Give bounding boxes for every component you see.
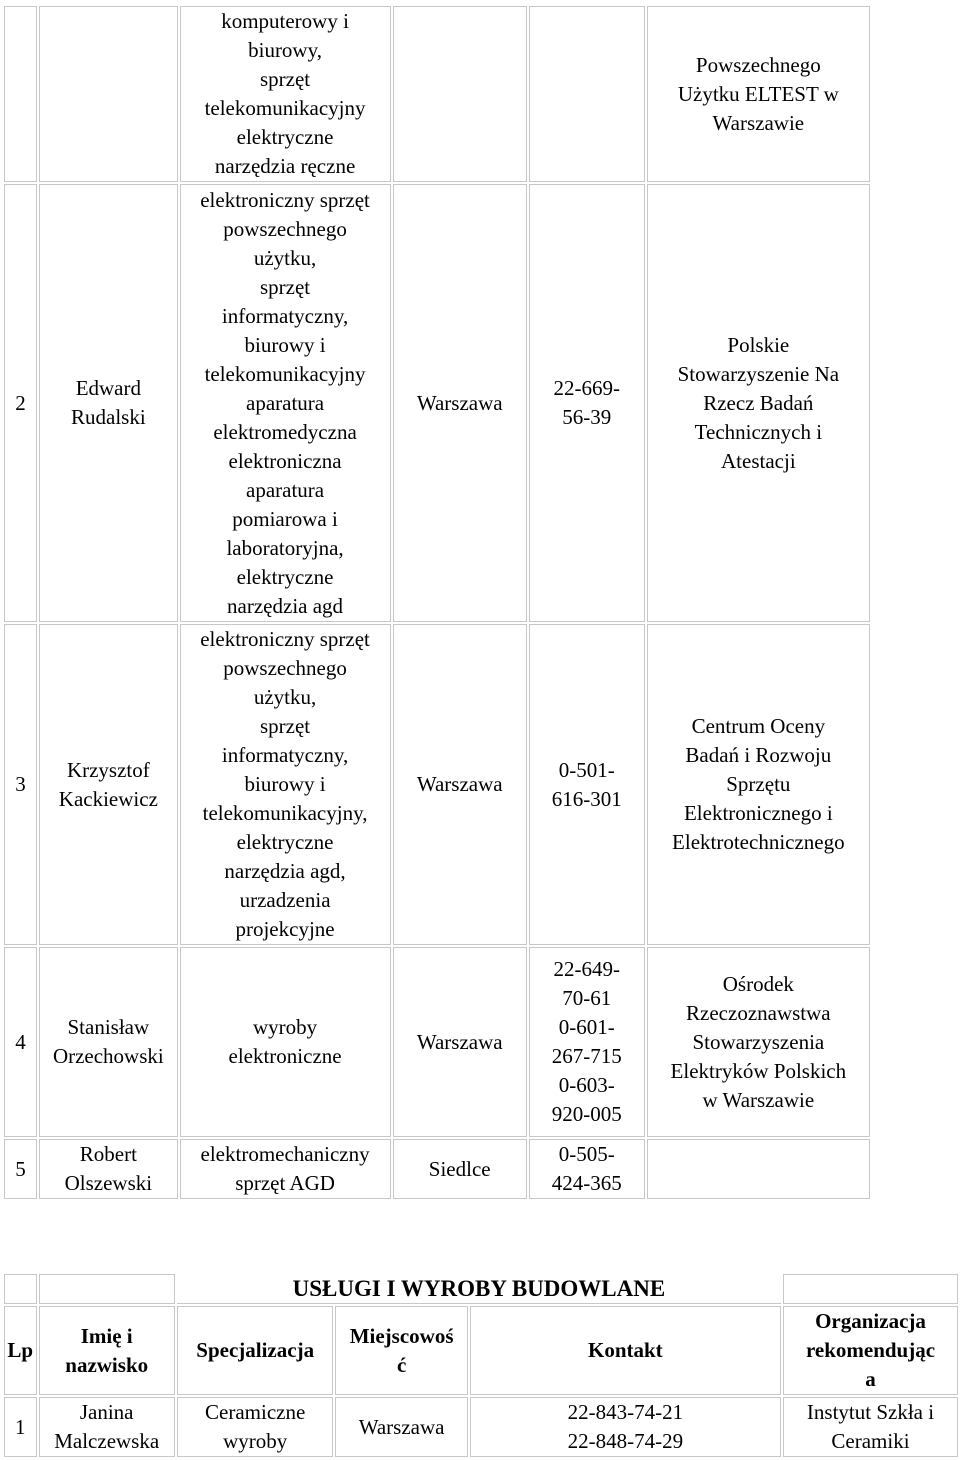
cell-line: sprzęt AGD [235, 1171, 335, 1195]
cell-line: sprzęt [259, 67, 311, 91]
table-row [4, 624, 870, 945]
row-city: Warszawa [393, 184, 527, 622]
cell-line: Technicznych i [694, 419, 823, 444]
cell-line: ć [396, 1352, 407, 1377]
cell-line: Stowarzyszenia [692, 1029, 825, 1054]
cell-line: Lp [7, 1338, 34, 1362]
row-organization [647, 184, 870, 622]
cell-line: wyroby [223, 1429, 288, 1453]
row-lp [4, 6, 37, 182]
cell-line: Kontakt [588, 1338, 663, 1362]
cell-line: elektryczne [236, 125, 334, 149]
cell-line: komputerowy i [221, 9, 349, 33]
header-lp [4, 1306, 37, 1395]
cell-line: 22-649- [553, 957, 621, 981]
cell-line: Miejscowoś [349, 1323, 454, 1348]
cell-line: Centrum Oceny [691, 714, 826, 738]
cell-line: nazwisko [65, 1352, 149, 1377]
cell-line: elektroniczny sprzęt [200, 627, 370, 651]
cell-line: elektryczne [236, 564, 334, 589]
cell-line: Janina [79, 1400, 134, 1424]
cell-line: Rudalski [71, 405, 146, 429]
cell-line: elektroniczny sprzęt [200, 187, 370, 212]
cell-line: informatyczny, [221, 743, 349, 767]
cell-line: Malczewska [54, 1429, 160, 1453]
cell-line: biurowy i [244, 332, 326, 357]
cell-line: elektromedyczna [213, 419, 357, 444]
cell-line: Olszewski [64, 1171, 153, 1195]
cell-line: pomiarowa i [232, 506, 338, 531]
row-lp: 4 [4, 947, 37, 1137]
cell-line: Instytut Szkła i [806, 1400, 935, 1424]
row-city: Warszawa [393, 947, 527, 1137]
cell-line: 0-601- [558, 1015, 615, 1039]
row-organization [647, 1139, 870, 1199]
cell-line: powszechnego [223, 656, 347, 680]
table-body [4, 6, 870, 1199]
row-contact [470, 1397, 781, 1457]
cell-line: Polskie [727, 332, 790, 357]
cell-line: wyroby [252, 1015, 318, 1039]
cell-line: Rzecz Badań [703, 390, 814, 415]
cell-line: 0-505- [558, 1142, 615, 1166]
row-contact [529, 947, 645, 1137]
row-contact [529, 624, 645, 945]
cell-line: elektroniczne [228, 1044, 342, 1068]
row-organization [647, 6, 870, 182]
cell-line: Elektrotechnicznego [672, 830, 845, 854]
table-row [4, 947, 870, 1137]
row-contact [529, 6, 645, 182]
row-city: Warszawa [335, 1397, 467, 1457]
cell-line: 267-715 [551, 1044, 622, 1068]
cell-line: Edward [75, 376, 141, 400]
cell-line: 56-39 [562, 405, 612, 429]
cell-line: 22-669- [553, 376, 621, 400]
cell-line: sprzęt [259, 714, 311, 738]
row-city: Siedlce [393, 1139, 527, 1199]
cell-line: powszechnego [223, 216, 347, 241]
row-name [39, 624, 178, 945]
cell-line: telekomunikacyjny [204, 361, 366, 386]
cell-line: Organizacja [815, 1309, 926, 1333]
cell-line: aparatura [246, 477, 325, 502]
cell-line: Krzysztof [66, 757, 150, 782]
cell-line: Orzechowski [52, 1044, 164, 1068]
cell-line: 0-603- [558, 1073, 615, 1097]
row-organization [647, 624, 870, 945]
specialists-table-electronics [2, 4, 872, 1201]
cell-line: Sprzętu [726, 772, 791, 796]
section-title: USŁUGI I WYROBY BUDOWLANE [177, 1274, 781, 1304]
cell-line: Warszawie [712, 110, 805, 135]
cell-line: narzędzia agd, [224, 859, 346, 883]
row-name [39, 6, 178, 182]
row-specialization [180, 1139, 391, 1199]
row-name [39, 1397, 175, 1457]
table-row [4, 1397, 958, 1457]
cell-line: sprzęt [259, 274, 311, 299]
cell-line: Robert [79, 1142, 137, 1166]
cell-line: 70-61 [562, 986, 612, 1010]
cell-line: biurowy, [248, 38, 322, 62]
cell-line: Rzeczoznawstwa [686, 1000, 831, 1025]
row-organization [647, 947, 870, 1137]
cell-line: 0-501- [558, 757, 615, 782]
header-specialization [177, 1306, 334, 1395]
table-row [4, 6, 870, 182]
row-name [39, 184, 178, 622]
cell-line: telekomunikacyjny [204, 96, 366, 120]
cell-line: 920-005 [551, 1102, 622, 1126]
cell-line: Elektryków Polskich [670, 1058, 847, 1083]
header-name [39, 1306, 175, 1395]
cell-line: telekomunikacyjny, [202, 801, 368, 825]
cell-line: 424-365 [551, 1171, 622, 1195]
cell-line: Stowarzyszenie Na [677, 361, 840, 386]
header-organization [783, 1306, 958, 1395]
cell-line: urzadzenia [239, 888, 331, 912]
header-city [335, 1306, 467, 1395]
row-city: Warszawa [393, 624, 527, 945]
cell-line: Specjalizacja [196, 1338, 315, 1362]
section-title-row [4, 1274, 958, 1304]
cell-line: 616-301 [551, 786, 622, 811]
cell-line: 22-848-74-29 [567, 1429, 684, 1453]
row-lp: 2 [4, 184, 37, 622]
cell-line: w Warszawie [702, 1087, 815, 1112]
cell-line: elektroniczna [228, 448, 342, 473]
cell-line: informatyczny, [221, 303, 349, 328]
cell-line: Imię i [80, 1323, 133, 1348]
header-contact [470, 1306, 781, 1395]
row-lp: 1 [4, 1397, 37, 1457]
cell-line: elektryczne [236, 830, 334, 854]
cell-line: Kackiewicz [58, 786, 158, 811]
specialists-table-construction [2, 1272, 960, 1459]
cell-line: Użytku ELTEST w [677, 81, 839, 106]
row-specialization [180, 6, 391, 182]
row-name [39, 1139, 178, 1199]
cell-line: Powszechnego [695, 52, 821, 77]
header-row [4, 1306, 958, 1395]
cell-line: Stanisław [67, 1015, 150, 1039]
cell-line: Elektronicznego i [683, 801, 833, 825]
cell-line: narzędzia ręczne [214, 154, 356, 178]
cell-line: projekcyjne [235, 917, 335, 941]
row-specialization [180, 184, 391, 622]
cell-line: rekomendując [805, 1338, 936, 1362]
cell-line: laboratoryjna, [226, 535, 344, 560]
cell-line: 22-843-74-21 [567, 1400, 684, 1424]
cell-line: Atestacji [721, 448, 796, 473]
row-lp: 3 [4, 624, 37, 945]
cell-line: Ceramiki [831, 1429, 910, 1453]
row-city [393, 6, 527, 182]
row-specialization [180, 624, 391, 945]
cell-line: biurowy i [244, 772, 326, 796]
row-contact [529, 1139, 645, 1199]
cell-line: narzędzia agd [227, 593, 344, 618]
cell-line: Ceramiczne [205, 1400, 306, 1424]
table-row [4, 184, 870, 622]
row-organization [783, 1397, 958, 1457]
cell-line: Ośrodek [722, 971, 794, 996]
cell-line: aparatura [246, 390, 325, 415]
cell-line: Badań i Rozwoju [685, 743, 832, 767]
cell-line: a [865, 1367, 876, 1391]
row-contact [529, 184, 645, 622]
row-specialization [177, 1397, 334, 1457]
row-lp: 5 [4, 1139, 37, 1199]
row-specialization [180, 947, 391, 1137]
row-name [39, 947, 178, 1137]
table-row [4, 1139, 870, 1199]
cell-line: użytku, [253, 685, 317, 709]
cell-line: elektromechaniczny [200, 1142, 370, 1166]
cell-line: użytku, [253, 245, 317, 270]
